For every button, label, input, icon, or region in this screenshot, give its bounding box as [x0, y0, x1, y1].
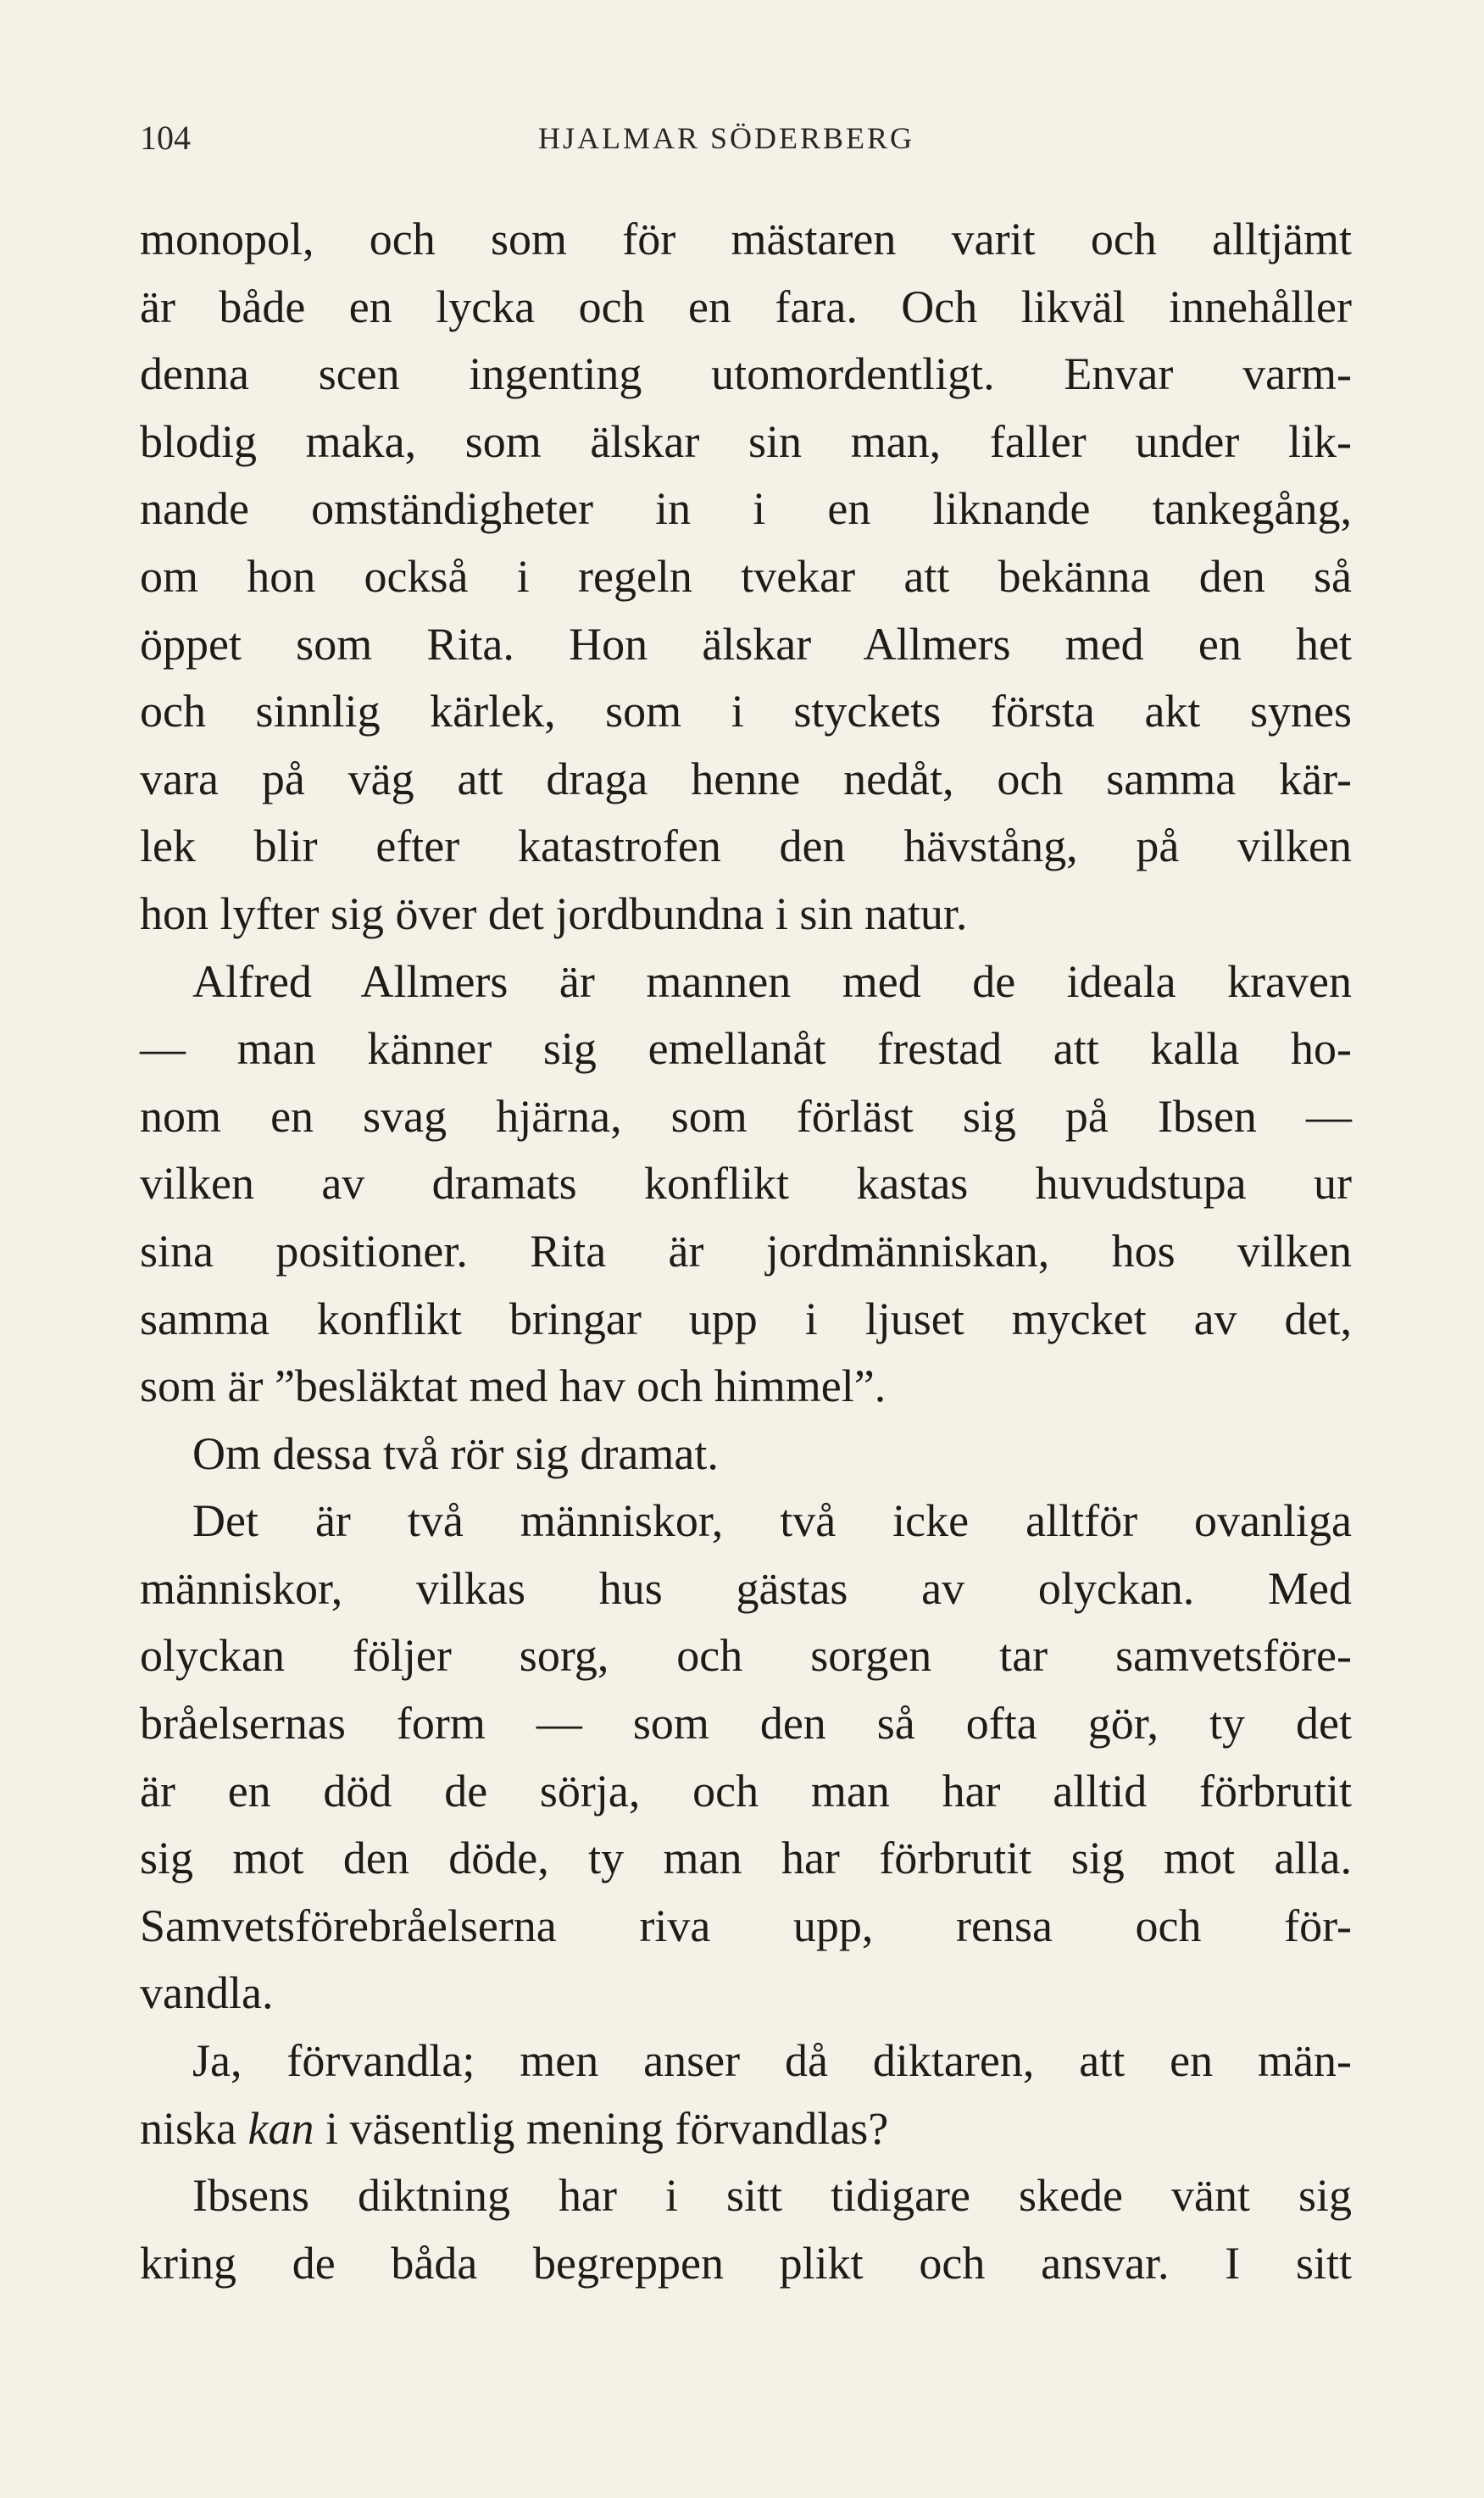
text-line: [140, 2095, 1352, 2163]
text-line: vara på väg att draga henne nedåt, och samma kär-: [140, 753, 1352, 804]
text-line: Om dessa två rör sig dramat.: [192, 1427, 719, 1479]
text-line: Ja, förvandla; men anser då diktaren, att en män-: [192, 2035, 1352, 2087]
text-line: öppet som Rita. Hon älskar Allmers med en het: [140, 618, 1352, 670]
text-line: vandla.: [140, 1967, 274, 2019]
text-line: är en död de sörja, och man har alltid förbrutit: [140, 1765, 1352, 1816]
text-line: — man känner sig emellanåt frestad att kalla ho-: [140, 1023, 1352, 1075]
text-line: är både en lycka och en fara. Och likväl innehåller: [140, 281, 1352, 332]
running-title: HJALMAR SÖDERBERG: [538, 121, 915, 155]
text-line: som är ”besläktat med hav och himmel”.: [140, 1360, 887, 1412]
text-line: om hon också i regeln tvekar att bekänna den så: [140, 550, 1352, 602]
text-line: nande omständigheter in i en liknande tankegång,: [140, 483, 1352, 535]
page-number: 104: [140, 119, 191, 157]
text-line: människor, vilkas hus gästas av olyckan. Med: [140, 1562, 1352, 1614]
text-line: monopol, och som för mästaren varit och alltjämt: [140, 214, 1352, 264]
text-line: och sinnlig kärlek, som i styckets första akt synes: [140, 686, 1352, 737]
text-line: sig mot den döde, ty man har förbrutit sig mot alla.: [140, 1833, 1352, 1884]
text-line: kring de båda begreppen plikt och ansvar. I sitt: [140, 2237, 1352, 2289]
text-line: sina positioner. Rita är jordmänniskan, hos vilken: [140, 1225, 1352, 1277]
running-head: [140, 113, 1352, 164]
text-line: hon lyfter sig över det jordbundna i sin natur.: [140, 887, 968, 939]
text-line: denna scen ingenting utomordentligt. Envar varm-: [140, 348, 1352, 400]
text-segment: i väsentlig mening förvandlas?: [314, 2102, 889, 2154]
text-segment: niska: [140, 2102, 248, 2154]
text-line: vilken av dramats konflikt kastas huvudstupa ur: [140, 1158, 1352, 1210]
text-line: Samvetsförebråelserna riva upp, rensa och för-: [140, 1900, 1352, 1951]
text-line: Alfred Allmers är mannen med de ideala kraven: [192, 955, 1352, 1007]
text-line: olyckan följer sorg, och sorgen tar samvetsföre-: [140, 1630, 1352, 1682]
text-line: lek blir efter katastrofen den hävstång, på vilken: [140, 821, 1352, 872]
text-line: blodig maka, som älskar sin man, faller under lik-: [140, 415, 1352, 467]
text-line: nom en svag hjärna, som förläst sig på Ibsen —: [140, 1090, 1352, 1142]
text-line: bråelsernas form — som den så ofta gör, ty det: [140, 1698, 1352, 1750]
text-line: Ibsens diktning har i sitt tidigare skede vänt sig: [192, 2170, 1352, 2222]
text-line: samma konflikt bringar upp i ljuset mycket av det,: [140, 1293, 1352, 1344]
body-text: [140, 206, 1352, 2297]
text-line: Det är två människor, två icke alltför ovanliga: [192, 1495, 1352, 1547]
emphasized-word: kan: [247, 2102, 314, 2154]
